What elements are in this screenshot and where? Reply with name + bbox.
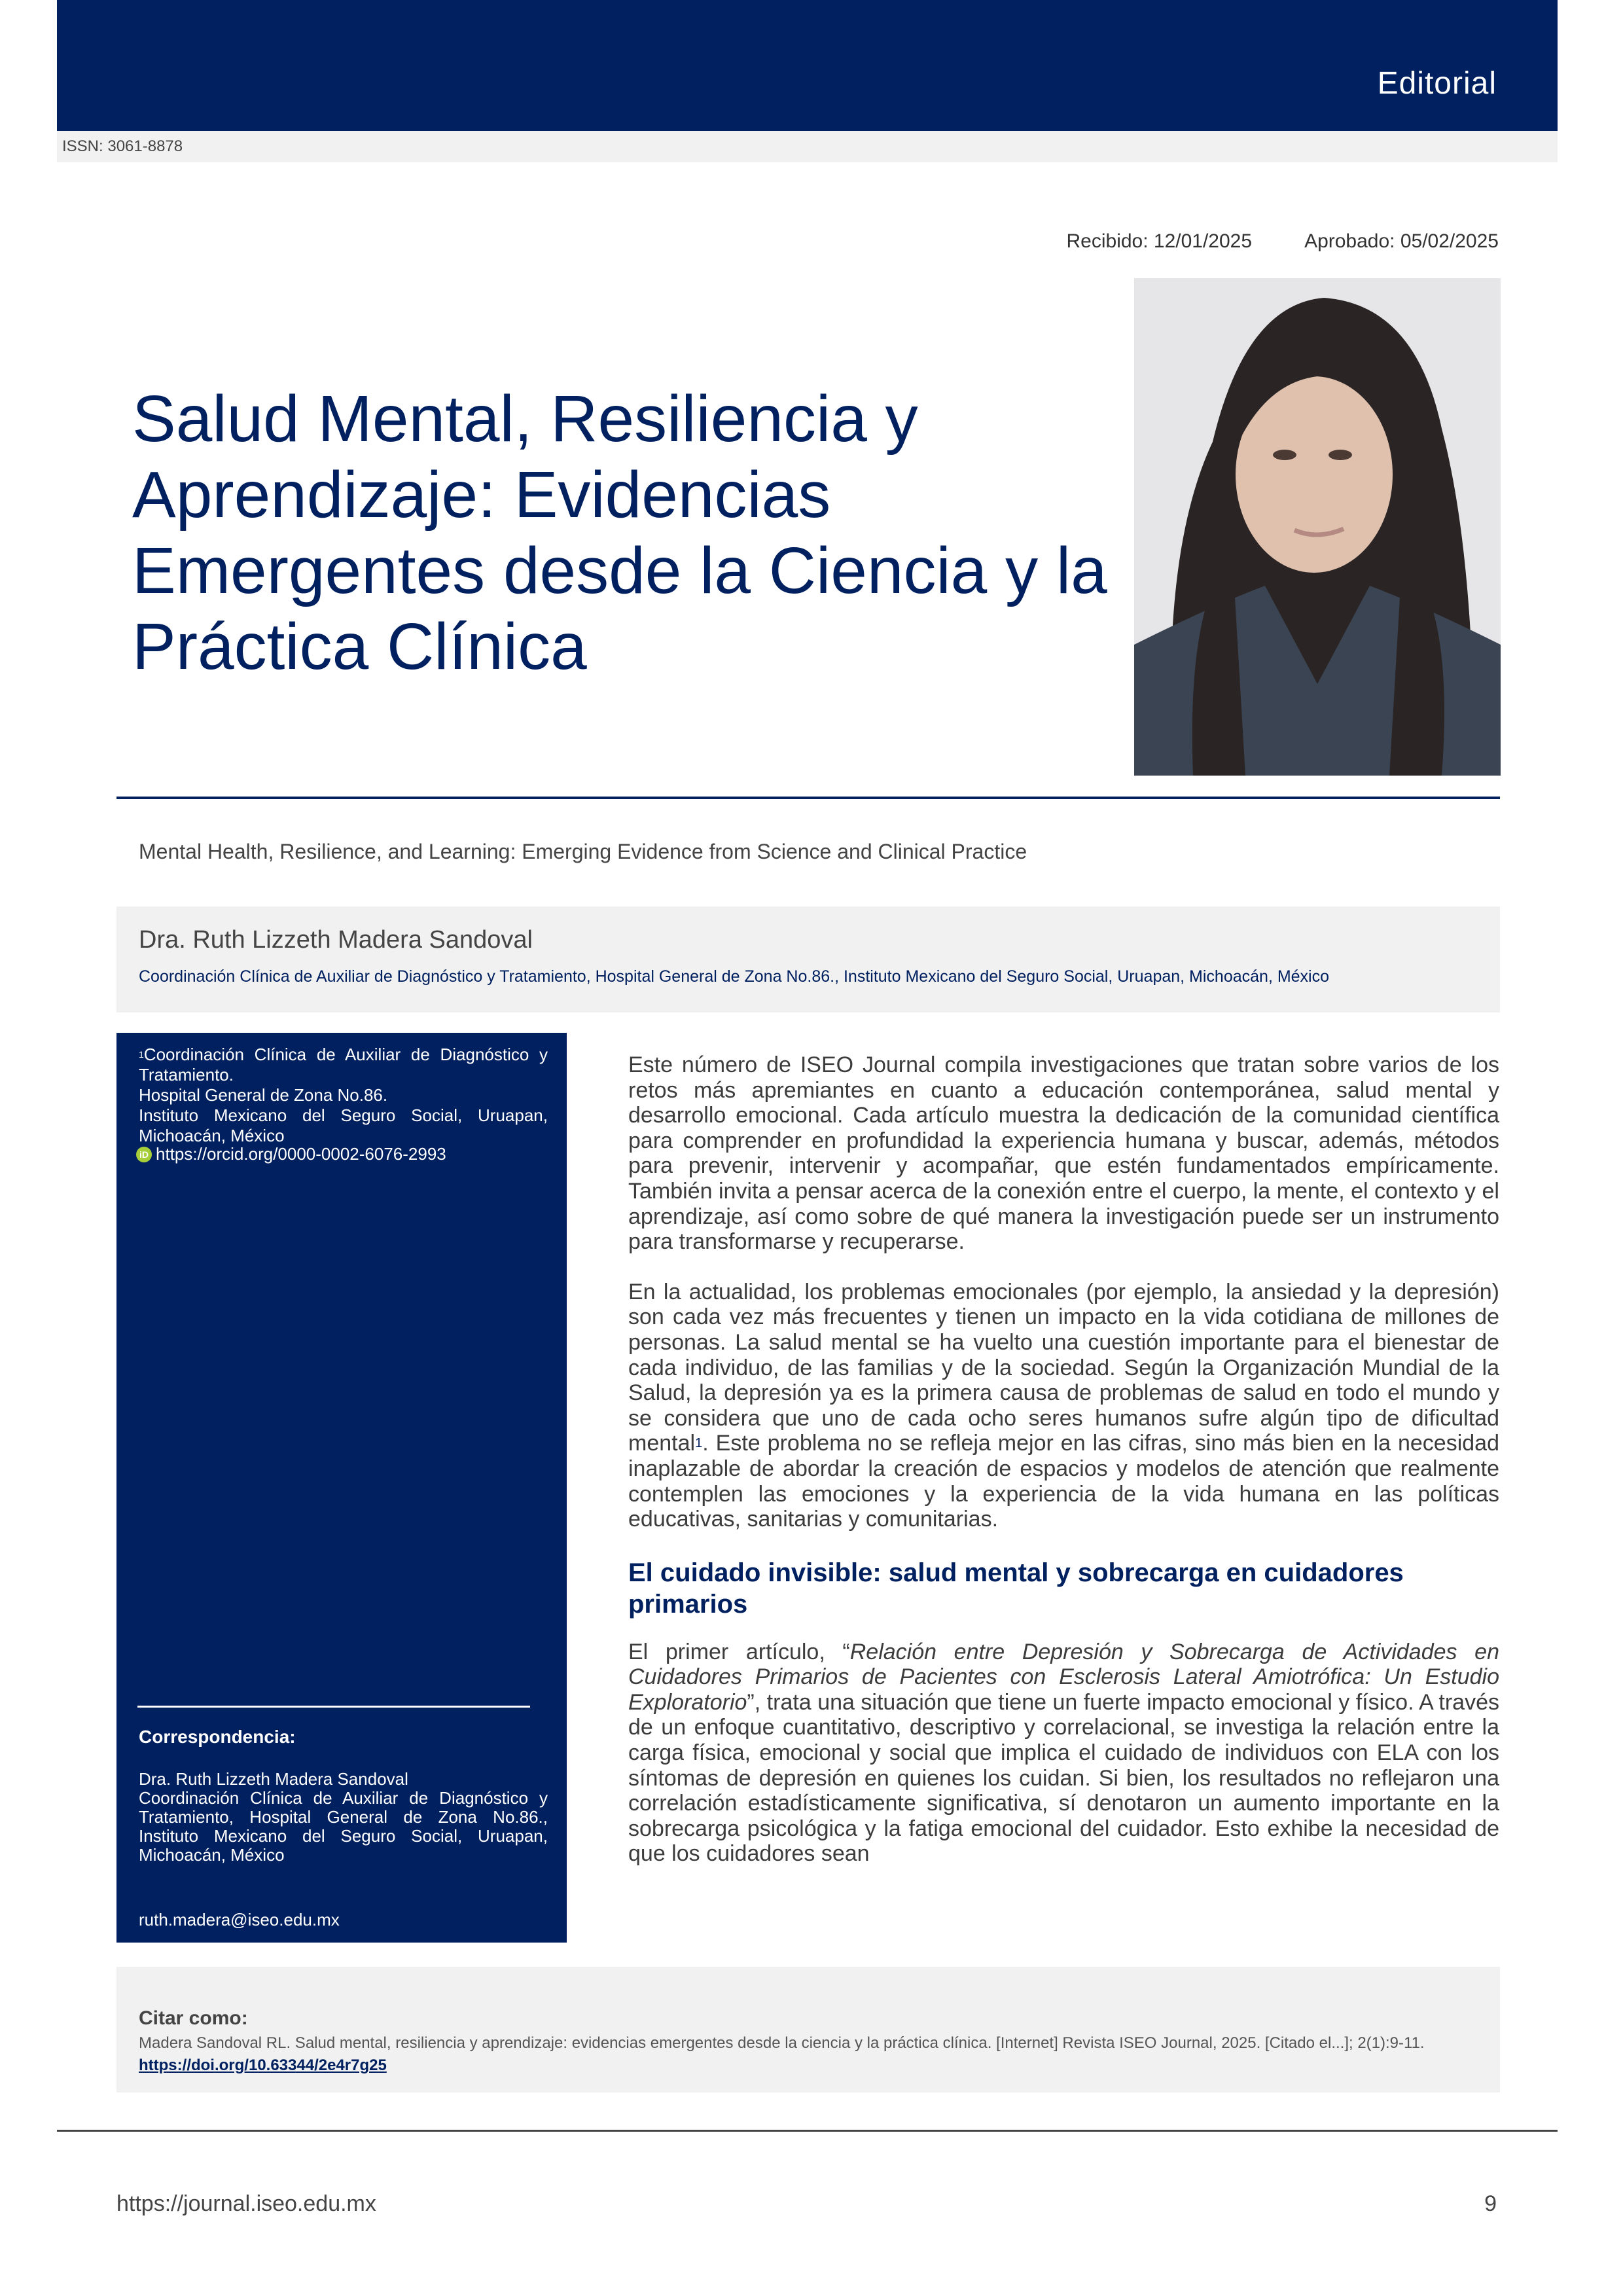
reference-link[interactable]: 1 [695, 1436, 703, 1451]
issn-bar [57, 131, 1558, 162]
doi-link[interactable]: https://doi.org/10.63344/2e4r7g25 [139, 2056, 387, 2074]
citation-label: Citar como: [139, 2007, 248, 2029]
paragraph-text: El primer artículo, “ [628, 1639, 850, 1664]
received-date: Recibido: 12/01/2025 [1066, 230, 1253, 252]
paragraph [628, 1280, 1499, 1532]
title-divider [116, 797, 1500, 799]
correspondence-text [139, 1770, 548, 1865]
portrait-image-icon [1134, 278, 1501, 776]
section-heading: El cuidado invisible: salud mental y sobrecarga en cuidadores primarios [628, 1558, 1404, 1619]
affil-line: Hospital General de Zona No.86. [139, 1085, 388, 1105]
english-title: Mental Health, Resilience, and Learning: Emerging Evidence from Science and Clinical Practice [139, 840, 1027, 863]
sidebar-divider [137, 1706, 530, 1708]
author-name: Dra. Ruth Lizzeth Madera Sandoval [139, 926, 533, 954]
author-photo [1134, 278, 1501, 776]
article-body [628, 1052, 1499, 1892]
correspondence-affiliation: Coordinación Clínica de Auxiliar de Diagnóstico y Tratamiento, Hospital General de Zona No.86., Instituto Mexicano del Seguro Social, Uruapan, Michoacán, México [139, 1788, 548, 1865]
author-affiliation: Coordinación Clínica de Auxiliar de Diagnóstico y Tratamiento, Hospital General de Zona No.86., Instituto Mexicano del Seguro Social, Uruapan, Michoacán, México [139, 967, 1330, 986]
affil-superscript: 1 [139, 1049, 144, 1060]
page-number: 9 [1484, 2191, 1497, 2216]
article-dates [1067, 230, 1499, 253]
author-sidebar [116, 1033, 567, 1943]
correspondence-label: Correspondencia: [139, 1727, 296, 1747]
correspondence-name: Dra. Ruth Lizzeth Madera Sandoval [139, 1769, 408, 1789]
orcid-url[interactable]: https://orcid.org/0000-0002-6076-2993 [156, 1144, 446, 1164]
footer-divider [57, 2130, 1558, 2132]
issn: ISSN: 3061-8878 [62, 137, 183, 155]
section-label: Editorial [1377, 66, 1497, 101]
citation-text [139, 2032, 1487, 2077]
sidebar-affiliation [139, 1045, 548, 1146]
citation-body: Madera Sandoval RL. Salud mental, resiliencia y aprendizaje: evidencias emergentes desde la ciencia y la práctica clínica. [Internet] Revista ISEO Journal, 2025. [Citado el...]; 2(1):9-11. [139, 2034, 1425, 2052]
header-bar [57, 0, 1558, 131]
author-box [116, 906, 1500, 1013]
affil-line: Coordinación Clínica de Auxiliar de Diagnóstico y Tratamiento. [139, 1045, 548, 1085]
paragraph-text: ”, trata una situación que tiene un fuerte impacto emocional y físico. A través de un enfoque cuantitativo, descriptivo y correlacional, se investiga la relación entre la carga física, emocional y social que implica el cuidado de individuos con ELA con los síntomas de depresión en quienes los cuidan. Si bien, los resultados no reflejaron una correlación estadísticamente significativa, sí denotaron un aumento importante en la sobrecarga psicológica y la fatiga emocional del cuidador. Esto exhibe la necesidad de que los cuidadores sean [628, 1689, 1499, 1867]
paragraph-text: En la actualidad, los problemas emocionales (por ejemplo, la ansiedad y la depresión) son cada vez más frecuentes y tienen un impacto en la vida cotidiana de millones de personas. La salud mental se ha vuelto una cuestión importante para el bienestar de cada individuo, de las familias y de la sociedad. Según la Organización Mundial de la Salud, la depresión ya es la primera causa de problemas de salud en todo el mundo y se considera que uno de cada ocho seres humanos sufre algún tipo de dificultad mental [628, 1279, 1499, 1456]
paragraph-text: . Este problema no se refleja mejor en las cifras, sino más bien en la necesidad inaplazable de abordar la creación de espacios y modelos de atención que realmente contemplen las emociones y la experiencia de la vida humana en las políticas educativas, sanitarias y comunitarias. [628, 1431, 1499, 1532]
citation-box [116, 1967, 1500, 2092]
orcid-link[interactable] [136, 1144, 446, 1164]
cited-article-title: Relación entre Depresión y Sobrecarga de Actividades en Cuidadores Primarios de Pacientes con Esclerosis Lateral Amiotrófica: Un Estudio Exploratorio [628, 1639, 1499, 1715]
journal-url[interactable]: https://journal.iseo.edu.mx [116, 2191, 376, 2216]
orcid-icon: iD [136, 1147, 152, 1162]
correspondence-email[interactable]: ruth.madera@iseo.edu.mx [139, 1910, 340, 1929]
paragraph: Este número de ISEO Journal compila investigaciones que tratan sobre varios de los retos más apremiantes en cuanto a educación contemporánea, salud mental y desarrollo emocional. Cada artículo muestra la dedicación de la comunidad científica para comprender en profundidad la experiencia humana y buscar, además, métodos para prevenir, intervenir y acompañar, que estén fundamentados empíricamente. También invita a pensar acerca de la conexión entre el cuerpo, la mente, el contexto y el aprendizaje, así como sobre de qué manera la investigación puede ser un instrumento para transformarse y recuperarse. [628, 1052, 1499, 1255]
article-title: Salud Mental, Resiliencia y Aprendizaje: Evidencias Emergentes desde la Ciencia y la Práctica Clínica [132, 382, 1107, 683]
affil-line: Instituto Mexicano del Seguro Social, Uruapan, Michoacán, México [139, 1105, 548, 1145]
paragraph [628, 1640, 1499, 1867]
approved-date: Aprobado: 05/02/2025 [1304, 230, 1499, 252]
